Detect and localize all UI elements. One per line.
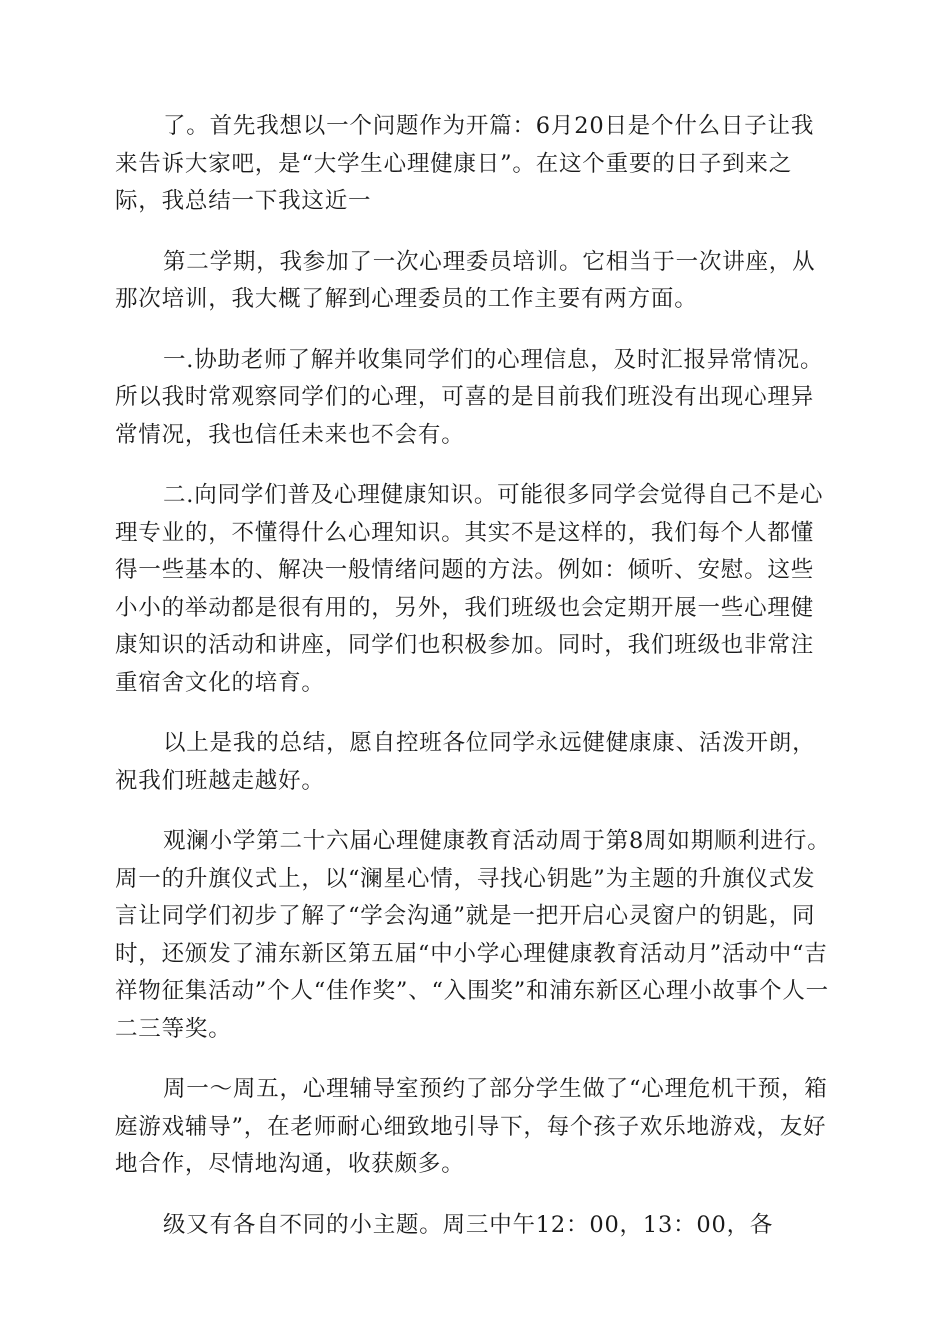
paragraph-7: 周一～周五，心理辅导室预约了部分学生做了“心理危机干预，箱庭游戏辅导”，在老师耐心细致地引导下，每个孩子欢乐地游戏，友好地合作，尽情地沟通，收获颇多。	[115, 1076, 828, 1177]
paragraph-6: 观澜小学第二十六届心理健康教育活动周于第8周如期顺利进行。周一的升旗仪式上，以“澜星心情，寻找心钥匙”为主题的升旗仪式发言让同学们初步了解了“学会沟通”就是一把开启心灵窗户的钥匙，同时，还颁发了浦东新区第五届“中小学心理健康教育活动月”活动中“吉祥物征集活动”个人“佳作奖”、“入围奖”和浦东新区心理小故事个人一二三等奖。	[115, 828, 831, 1042]
paragraph-5: 以上是我的总结，愿自控班各位同学永远健健康康、活泼开朗，祝我们班越走越好。	[115, 730, 816, 794]
paragraph-2: 第二学期，我参加了一次心理委员培训。它相当于一次讲座，从那次培训，我大概了解到心理委员的工作主要有两方面。	[115, 248, 816, 312]
paragraph-4: 二.向同学们普及心理健康知识。可能很多同学会觉得自己不是心理专业的，不懂得什么心理知识。其实不是这样的，我们每个人都懂得一些基本的、解决一般情绪问题的方法。例如：倾听、安慰。这些小小的举动都是很有用的，另外，我们班级也会定期开展一些心理健康知识的活动和讲座，同学们也积极参加。同时，我们班级也非常注重宿舍文化的培育。	[115, 482, 824, 696]
document-body	[115, 108, 835, 1267]
paragraph-3: 一.协助老师了解并收集同学们的心理信息，及时汇报异常情况。所以我时常观察同学们的心理，可喜的是目前我们班没有出现心理异常情况，我也信任未来也不会有。	[115, 346, 824, 448]
paragraph-8: 级又有各自不同的小主题。周三中午12：00，13：00，各	[163, 1211, 774, 1238]
paragraph-1: 了。首先我想以一个问题作为开篇：6月20日是个什么日子让我来告诉大家吧，是“大学生心理健康日”。在这个重要的日子到来之际，我总结一下我这近一	[115, 113, 815, 214]
